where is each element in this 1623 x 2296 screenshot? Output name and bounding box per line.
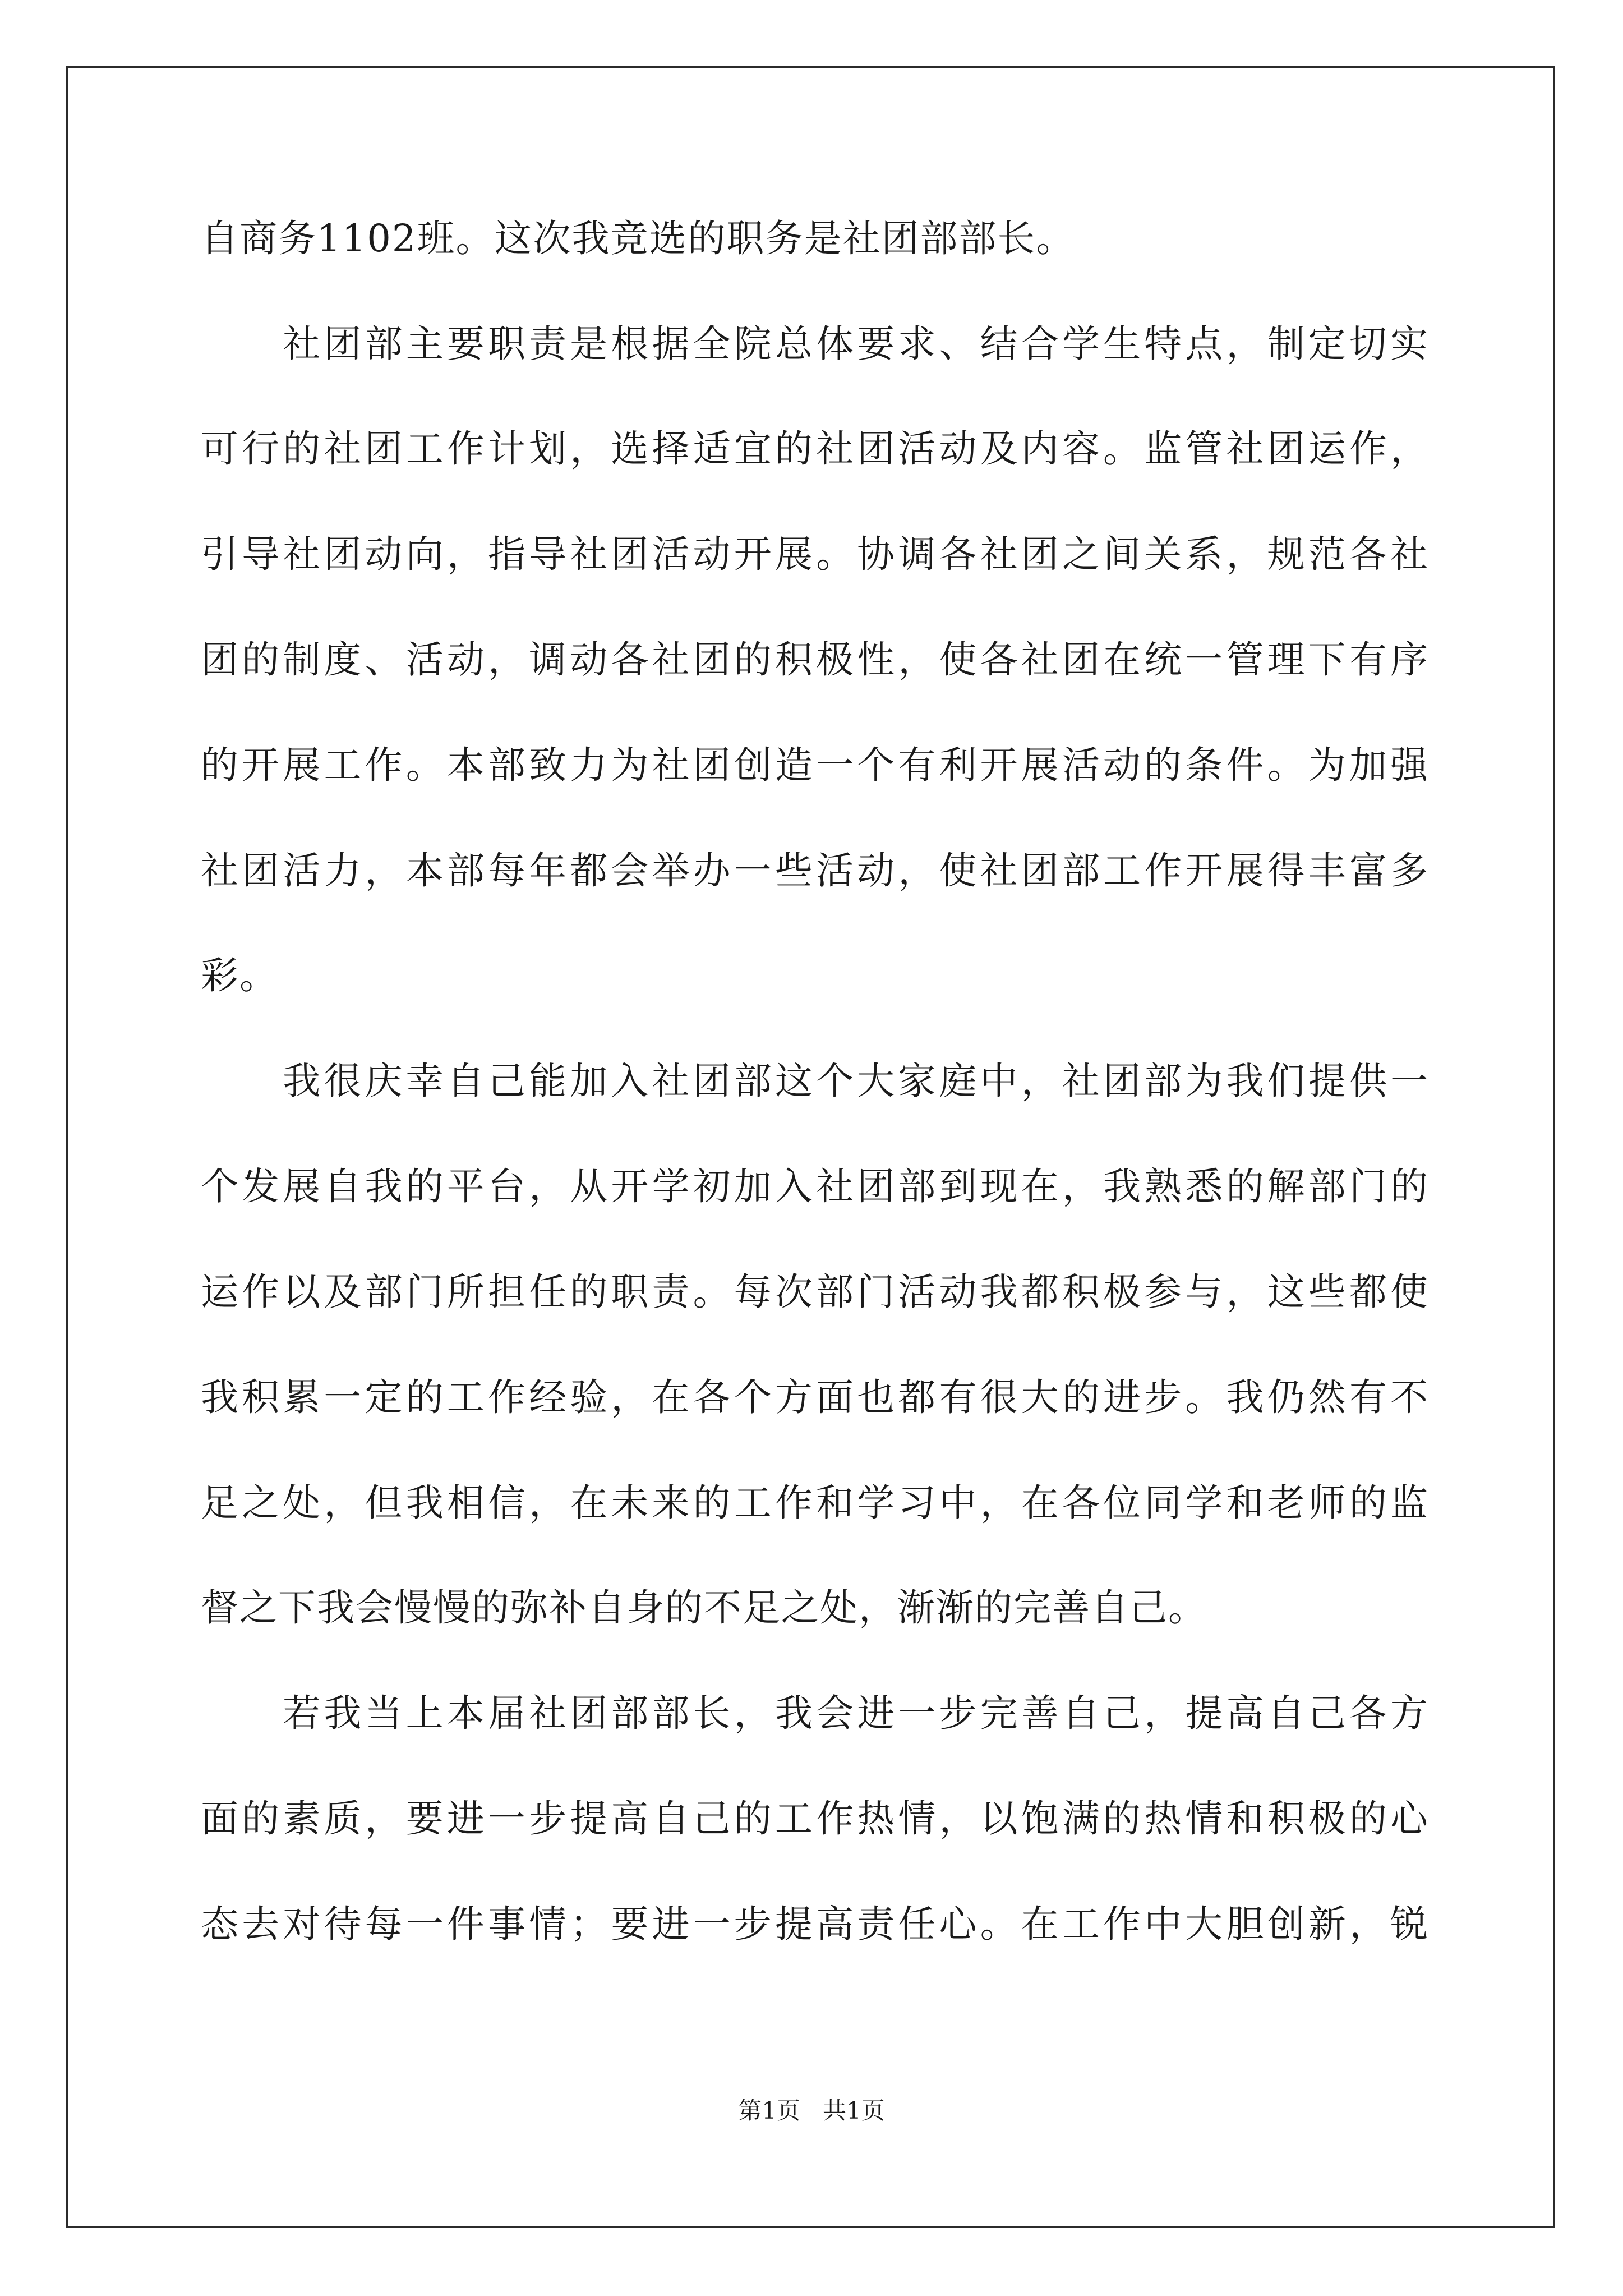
- text-line: 我积累一定的工作经验，在各个方面也都有很大的进步。我仍然有不: [201, 1375, 1429, 1419]
- text-line: 运作以及部门所担任的职责。每次部门活动我都积极参与，这些都使: [201, 1270, 1429, 1314]
- page-footer: [0, 2095, 1623, 2127]
- text-line: 个发展自我的平台，从开学初加入社团部到现在，我熟悉的解部门的: [201, 1165, 1429, 1208]
- text-line: 社团部主要职责是根据全院总体要求、结合学生特点，制定切实: [201, 322, 1429, 366]
- text-line: 若我当上本届社团部部长，我会进一步完善自己，提高自己各方: [201, 1691, 1429, 1735]
- text-line: 我很庆幸自己能加入社团部这个大家庭中，社团部为我们提供一: [201, 1059, 1429, 1103]
- text-line: 督之下我会慢慢的弥补自身的不足之处，渐渐的完善自己。: [201, 1586, 1207, 1630]
- text-line: 可行的社团工作计划，选择适宜的社团活动及内容。监管社团运作，: [201, 427, 1429, 471]
- text-line: 引导社团动向，指导社团活动开展。协调各社团之间关系，规范各社: [201, 532, 1429, 576]
- text-line: 自商务1102班。这次我竞选的职务是社团部部长。: [201, 217, 1075, 260]
- text-line: 的开展工作。本部致力为社团创造一个有利开展活动的条件。为加强: [201, 743, 1429, 787]
- page-number-current: 第1页: [738, 2097, 800, 2124]
- text-line: 彩。: [201, 954, 278, 997]
- page-number-total: 共1页: [823, 2097, 885, 2124]
- text-line: 态去对待每一件事情；要进一步提高责任心。在工作中大胆创新，锐: [201, 1902, 1429, 1946]
- text-line: 社团活力，本部每年都会举办一些活动，使社团部工作开展得丰富多: [201, 849, 1429, 892]
- text-line: 面的素质，要进一步提高自己的工作热情，以饱满的热情和积极的心: [201, 1797, 1429, 1841]
- text-line: 足之处，但我相信，在未来的工作和学习中，在各位同学和老师的监: [201, 1481, 1429, 1525]
- text-line: 团的制度、活动，调动各社团的积极性，使各社团在统一管理下有序: [201, 638, 1429, 682]
